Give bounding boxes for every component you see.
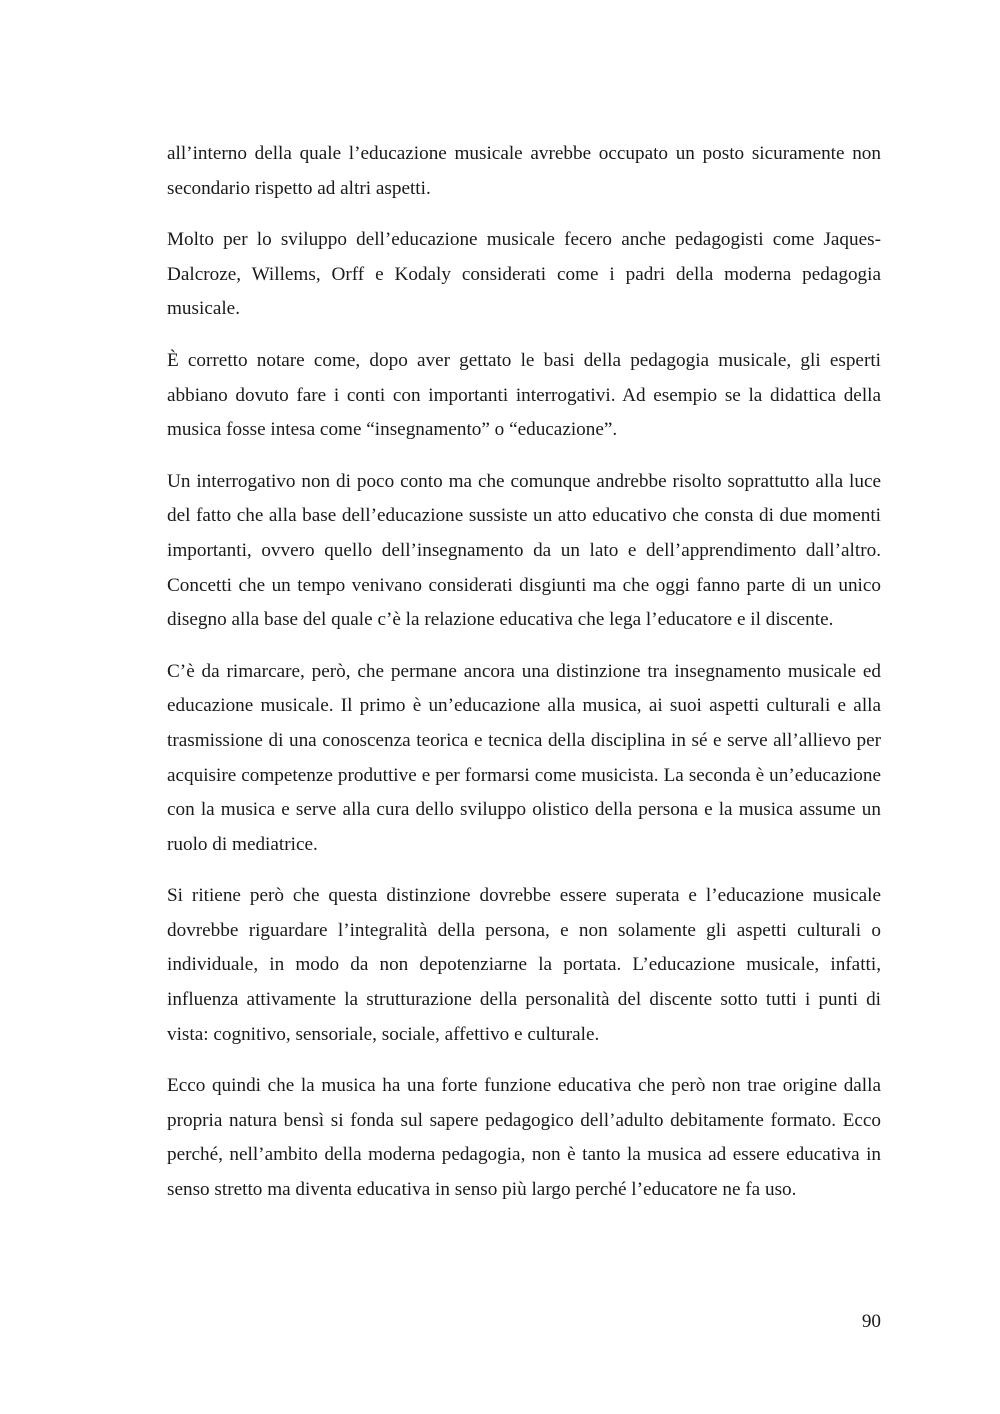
page-number: 90 xyxy=(861,1311,881,1332)
paragraph-6: Si ritiene però che questa distinzione dovrebbe essere superata e l’educazione musicale dovrebbe riguardare l’integralità della persona, e non solamente gli aspetti culturali o individuale, in modo da non depotenziarne la portata. L’educazione musicale, infatti, influenza attivamente la strutturazione della personalità del discente sotto tutti i punti di vista: cognitivo, sensoriale, sociale, affettivo e culturale. xyxy=(167,885,881,1045)
paragraph-3: È corretto notare come, dopo aver gettato le basi della pedagogia musicale, gli esperti abbiano dovuto fare i conti con importanti interrogativi. Ad esempio se la didattica della musica fosse intesa come “insegnamento” o “educazione”. xyxy=(167,349,881,441)
paragraph-2: Molto per lo sviluppo dell’educazione musicale fecero anche pedagogisti come Jaques-Dalcroze, Willems, Orff e Kodaly considerati come i padri della moderna pedagogia musicale. xyxy=(167,229,881,320)
paragraph-4: Un interrogativo non di poco conto ma che comunque andrebbe risolto soprattutto alla luce del fatto che alla base dell’educazione sussiste un atto educativo che consta di due momenti importanti, ovvero quello dell’insegnamento da un lato e dell’apprendimento dall’altro. Concetti che un tempo venivano considerati disgiunti ma che oggi fanno parte di un unico disegno alla base del quale c’è la relazione educativa che lega l’educatore e il discente. xyxy=(167,470,881,631)
paragraph-5: C’è da rimarcare, però, che permane ancora una distinzione tra insegnamento musicale ed educazione musicale. Il primo è un’educazione alla musica, ai suoi aspetti culturali e alla trasmissione di una conoscenza teorica e tecnica della disciplina in sé e serve all’allievo per acquisire competenze produttive e per formarsi come musicista. La seconda è un’educazione con la musica e serve alla cura dello sviluppo olistico della persona e la musica assume un ruolo di mediatrice. xyxy=(167,660,881,855)
body-text xyxy=(167,137,881,1225)
paragraph-1: all’interno della quale l’educazione musicale avrebbe occupato un posto sicuramente non secondario rispetto ad altri aspetti. xyxy=(167,143,881,199)
paragraph-7: Ecco quindi che la musica ha una forte funzione educativa che però non trae origine dalla propria natura bensì si fonda sul sapere pedagogico dell’adulto debitamente formato. Ecco perché, nell’ambito della moderna pedagogia, non è tanto la musica ad essere educativa in senso stretto ma diventa educativa in senso più largo perché l’educatore ne fa uso. xyxy=(167,1075,881,1201)
